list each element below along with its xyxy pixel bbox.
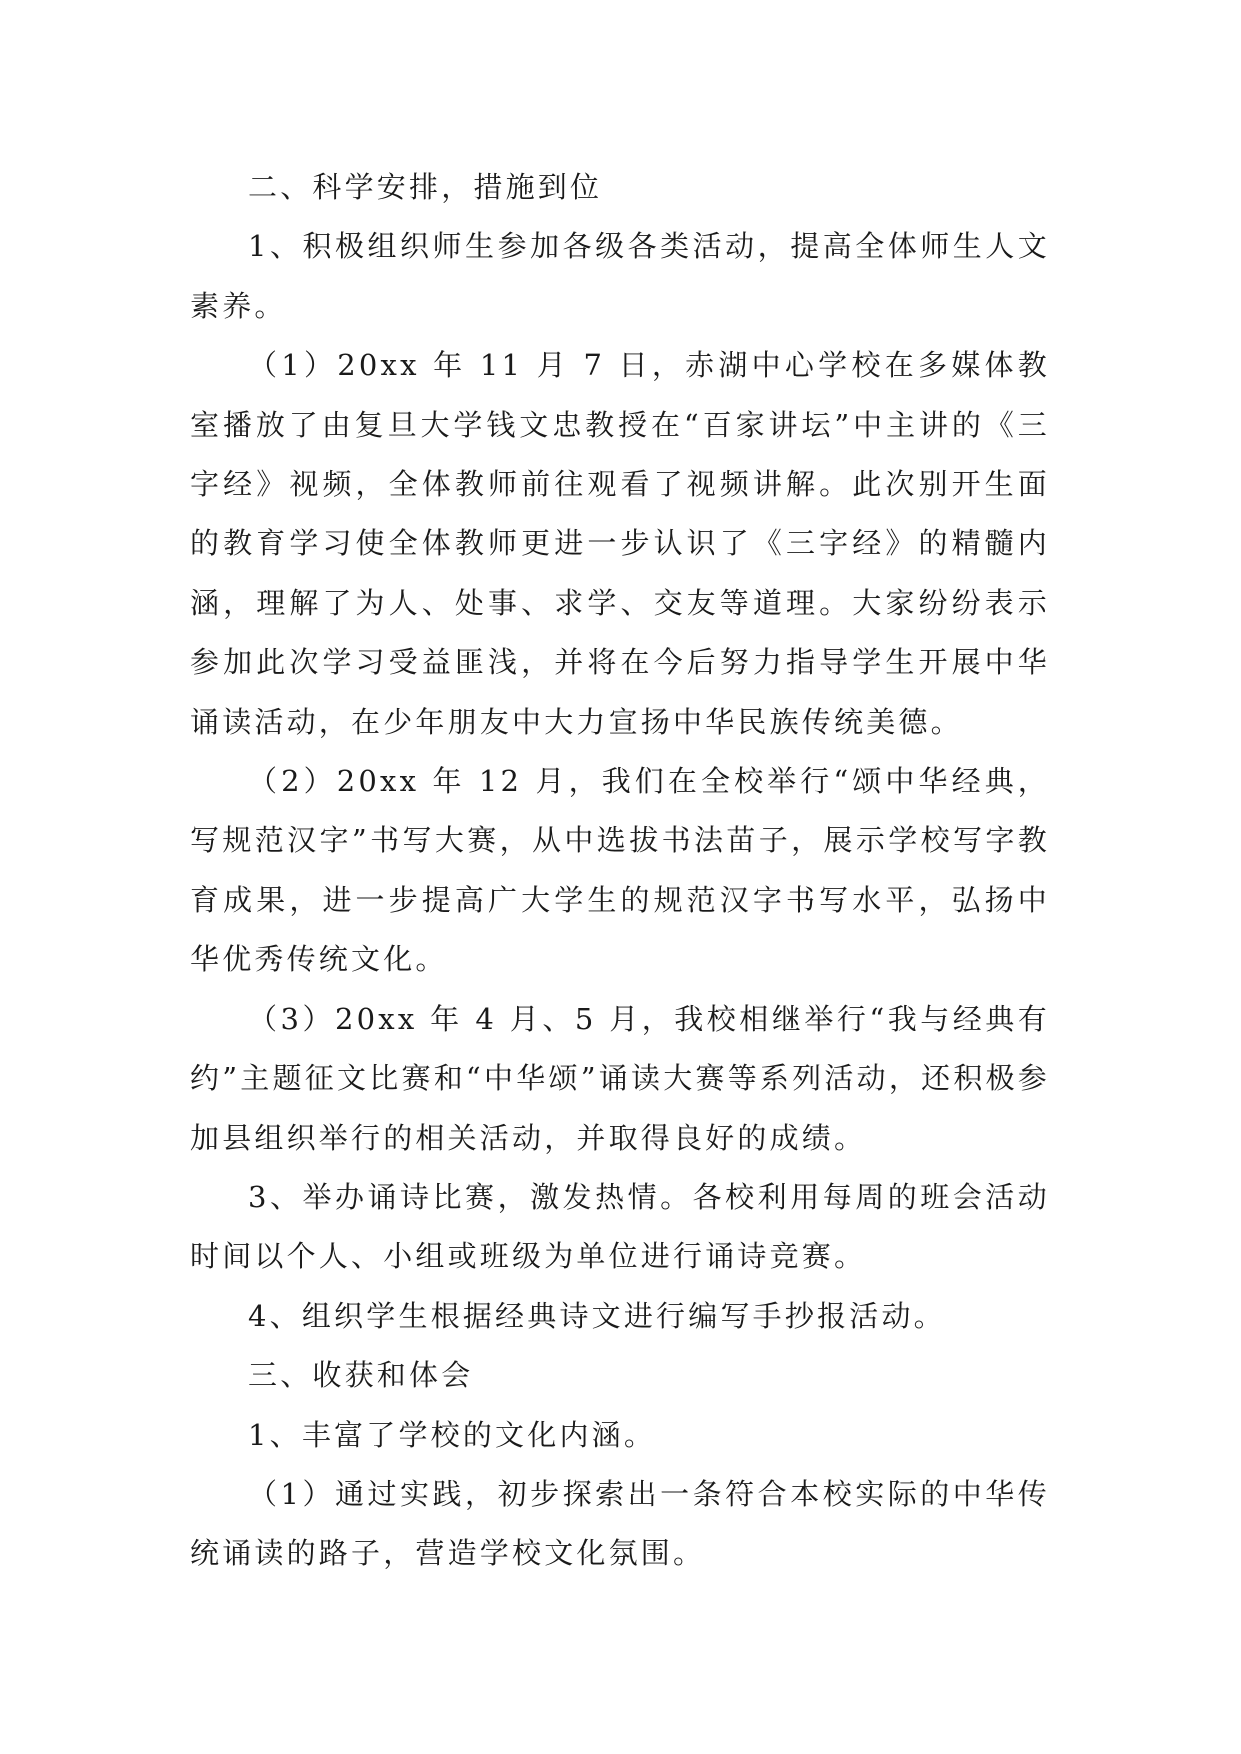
paragraph-practice: （1）通过实践，初步探索出一条符合本校实际的中华传统诵读的路子，营造学校文化氛围。: [190, 1476, 1050, 1571]
paragraph-activities: 1、积极组织师生参加各级各类活动，提高全体师生人文素养。: [190, 229, 1050, 323]
section-heading-3: 三、收获和体会: [248, 1358, 474, 1393]
paragraph-item-2: （2）20xx 年 12 月，我们在全校举行“颂中华经典，写规范汉字”书写大赛，从中选拔书法苗子，展示学校写字教育成果，进一步提高广大学生的规范汉字书写水平，弘扬中华优秀传统文化。: [190, 764, 1050, 977]
paragraph-item-1: （1）20xx 年 11 月 7 日，赤湖中心学校在多媒体教室播放了由复旦大学钱文忠教授在“百家讲坛”中主讲的《三字经》视频，全体教师前往观看了视频讲解。此次别开生面的教育学习使全体教师更进一步认识了《三字经》的精髓内涵，理解了为人、处事、求学、交友等道理。大家纷纷表示参加此次学习受益匪浅，并将在今后努力指导学生开展中华诵读活动，在少年朋友中大力宣扬中华民族传统美德。: [190, 348, 1050, 739]
paragraph-recitation-contest: 3、举办诵诗比赛，激发热情。各校利用每周的班会活动时间以个人、小组或班级为单位进行诵诗竞赛。: [190, 1179, 1050, 1274]
document-body: [190, 158, 1050, 1584]
paragraph-culture: 1、丰富了学校的文化内涵。: [248, 1417, 657, 1452]
paragraph-item-3: （3）20xx 年 4 月、5 月，我校相继举行“我与经典有约”主题征文比赛和“中华颂”诵读大赛等系列活动，还积极参加县组织举行的相关活动，并取得良好的成绩。: [190, 1001, 1050, 1155]
section-heading-2: 二、科学安排，措施到位: [248, 170, 603, 204]
paragraph-handwritten-newspaper: 4、组织学生根据经典诗文进行编写手抄报活动。: [248, 1298, 946, 1333]
